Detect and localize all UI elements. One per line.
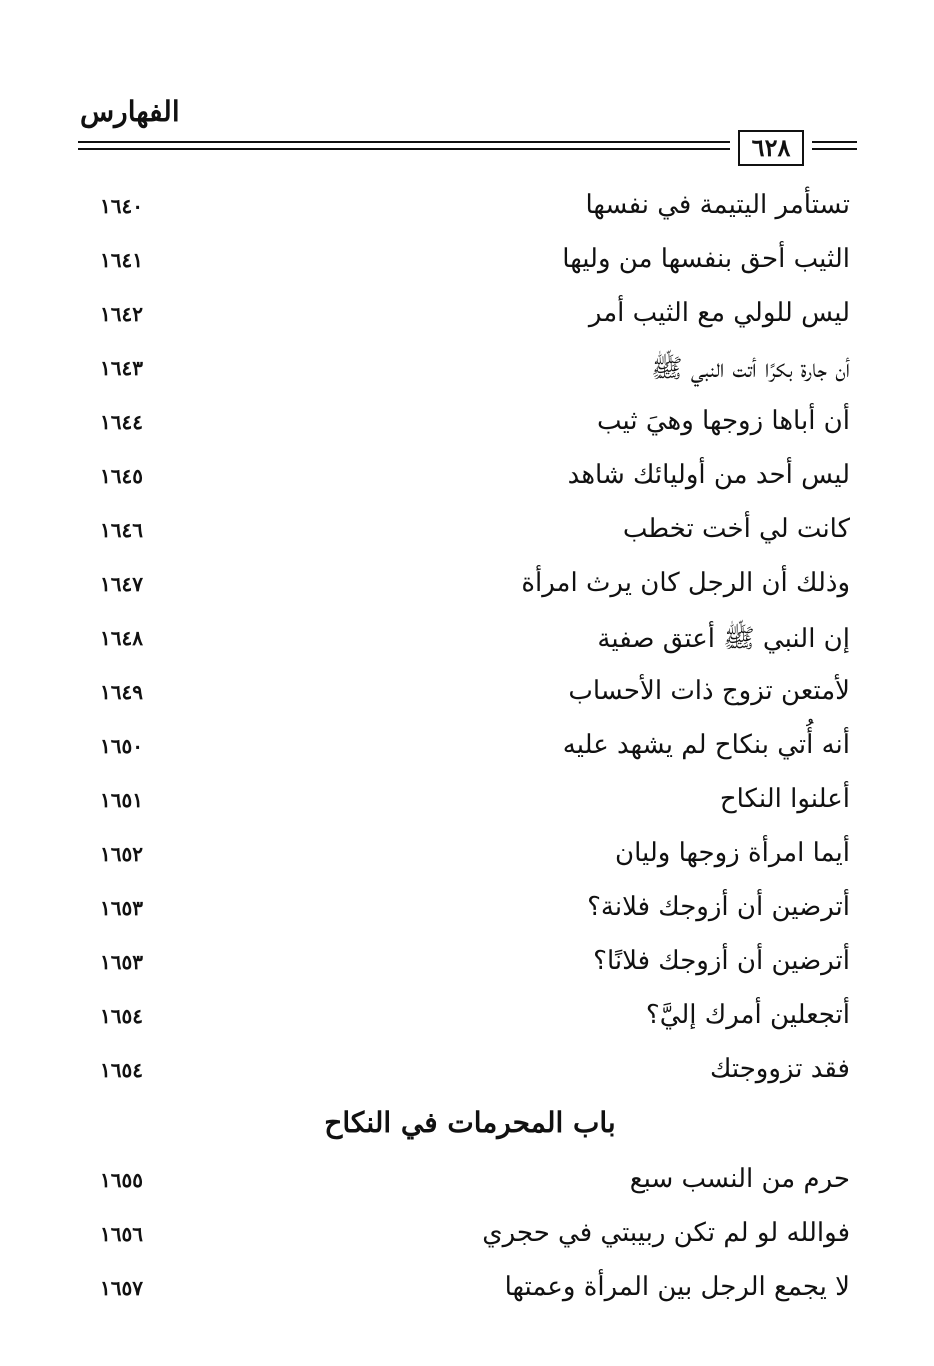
entry-text: أتجعلين أمرك إليَّ؟ [645,1000,850,1030]
entry-text: كانت لي أخت تخطب [622,514,850,544]
index-entry [90,720,850,774]
entry-text: أعلنوا النكاح [719,784,850,814]
index-entry [90,666,850,720]
entry-number: ١٦٥٣ [100,896,143,920]
entry-text: فقد تزووجتك [709,1054,850,1084]
entry-number: ١٦٤٨ [100,626,143,650]
index-entry [90,396,850,450]
entries-after-section [90,1154,850,1316]
index-entry [90,1262,850,1316]
entry-text: فوالله لو لم تكن ربيبتي في حجري [482,1218,850,1248]
section-heading-text: باب المحرمات في النكاح [324,1106,616,1139]
page-header [0,0,934,180]
entry-text: أترضين أن أزوجك فلانة؟ [587,892,850,922]
entry-number: ١٦٥٥ [100,1168,143,1192]
entry-text: الثيب أحق بنفسها من وليها [562,244,850,274]
entry-text: لأمتعن تزوج ذات الأحساب [568,676,850,706]
section-heading [90,1098,850,1154]
index-entry [90,1208,850,1262]
entry-number: ١٦٤٧ [100,572,143,596]
entry-text: أن أباها زوجها وهيَ ثيب [596,406,850,436]
entry-number: ١٦٤٥ [100,464,143,488]
entry-number: ١٦٤٦ [100,518,143,542]
header-rule-right-lower [812,148,857,150]
header-rule-lower [78,148,730,150]
entry-number: ١٦٥٠ [100,734,143,758]
index-entry [90,342,850,396]
entry-number: ١٦٤٠ [100,194,143,218]
index-entry [90,990,850,1044]
entry-text: أن جارة بكرًا أتت النبي ﷺ [651,354,850,384]
entry-text: حرم من النسب سبع [629,1164,850,1194]
entry-number: ١٦٤٣ [100,356,143,380]
entry-number: ١٦٥٦ [100,1222,143,1246]
index-entry [90,234,850,288]
entry-text: لا يجمع الرجل بين المرأة وعمتها [504,1272,850,1302]
entry-number: ١٦٤٩ [100,680,143,704]
header-rule-upper [78,141,730,143]
page-number: ٦٢٨ [738,130,804,166]
entry-number: ١٦٥٤ [100,1058,143,1082]
entry-text: إن النبي ﷺ أعتق صفية [597,624,850,654]
running-title: الفهارس [80,95,180,128]
index-entry [90,180,850,234]
entry-text: أترضين أن أزوجك فلانًا؟ [593,946,850,976]
entry-text: ليس أحد من أوليائك شاهد [567,460,850,490]
entry-text: تستأمر اليتيمة في نفسها [585,190,850,220]
entries-before-section [90,180,850,1098]
index-entry [90,936,850,990]
index-entry [90,1044,850,1098]
index-entry [90,288,850,342]
entry-number: ١٦٥٣ [100,950,143,974]
entry-number: ١٦٤٤ [100,410,143,434]
entry-number: ١٦٥١ [100,788,143,812]
entry-number: ١٦٥٧ [100,1276,143,1300]
header-rule-right-upper [812,141,857,143]
entry-number: ١٦٤١ [100,248,143,272]
index-entry [90,612,850,666]
entry-text: ليس للولي مع الثيب أمر [588,298,850,328]
index-entry [90,558,850,612]
index-entry [90,774,850,828]
entry-number: ١٦٥٢ [100,842,143,866]
entry-number: ١٦٤٢ [100,302,143,326]
index-entry [90,882,850,936]
index-entry [90,1154,850,1208]
index-entry [90,504,850,558]
index-entry [90,450,850,504]
entry-text: وذلك أن الرجل كان يرث امرأة [521,568,850,598]
entry-text: أيما امرأة زوجها وليان [615,838,850,868]
entry-number: ١٦٥٤ [100,1004,143,1028]
index-entry [90,828,850,882]
entry-text: أنه أُتي بنكاح لم يشهد عليه [562,730,850,760]
index-list [90,180,850,1316]
